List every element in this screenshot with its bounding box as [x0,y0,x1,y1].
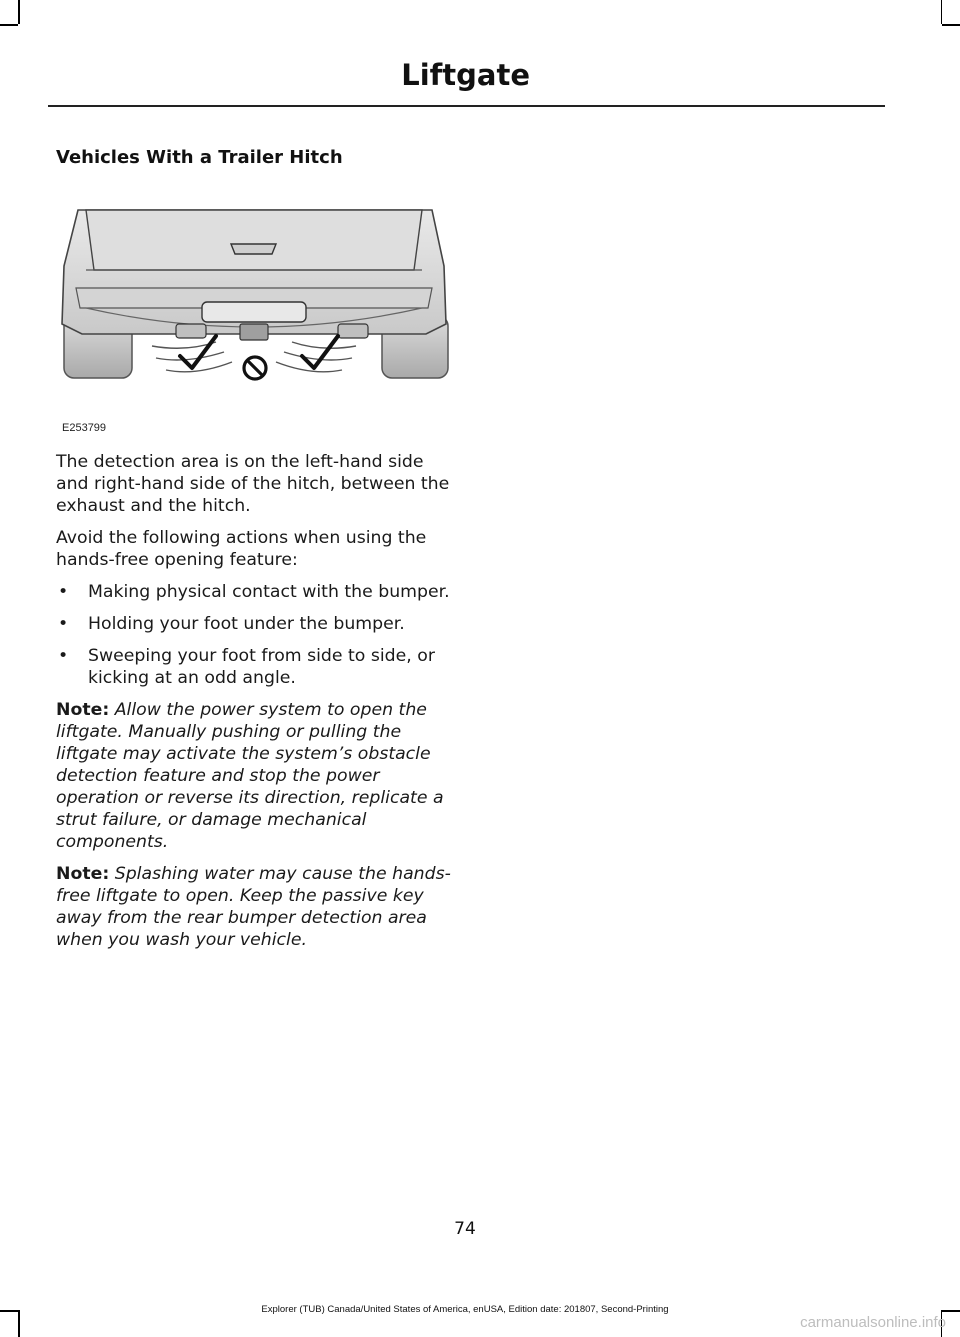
bullet-marker: • [58,646,69,666]
figure-trailer-hitch [56,196,452,442]
paragraph: The detection area is on the left-hand side and right-hand side of the hitch, between the exhaust and the hitch. [56,452,450,516]
list-item [56,581,452,603]
list-item-text: Holding your foot under the bumper. [88,614,405,634]
crop-mark [0,24,18,26]
list-item [56,645,452,689]
note-text: Allow the power system to open the liftgate. Manually pushing or pulling the liftgate may activate the system’s obstacle detection feature and stop the power operation or reverse its direction, replicate a strut failure, or damage mechanical components. [56,700,444,852]
crop-mark [18,0,20,24]
crop-mark [941,0,943,24]
header-rule [48,105,885,107]
page-number: 74 [454,1219,476,1239]
note [56,863,452,951]
bullet-list [56,581,452,689]
bullet-marker: • [58,614,69,634]
note-label: Note: [56,864,110,884]
figure-id: E253799 [62,422,107,434]
note-label: Note: [56,700,110,720]
note [56,699,452,853]
paragraph: Avoid the following actions when using the hands-free opening feature: [56,528,427,570]
section-heading: Vehicles With a Trailer Hitch [56,147,343,168]
chapter-title: Liftgate [401,58,530,92]
vehicle-rear-illustration [56,196,452,386]
body-text [56,451,452,961]
note-text: Splashing water may cause the hands-free liftgate to open. Keep the passive key away from the rear bumper detection area when you wash your vehicle. [56,864,451,950]
crop-mark [942,24,960,26]
watermark[interactable]: carmanualsonline.info [800,1314,946,1331]
list-item-text: Sweeping your foot from side to side, or kicking at an odd angle. [88,646,435,688]
list-item-text: Making physical contact with the bumper. [88,582,450,602]
list-item [56,613,452,635]
edition-footer: Explorer (TUB) Canada/United States of America, enUSA, Edition date: 201807, Second-Printing [261,1304,669,1315]
bullet-marker: • [58,582,69,602]
crop-mark [942,1310,960,1312]
